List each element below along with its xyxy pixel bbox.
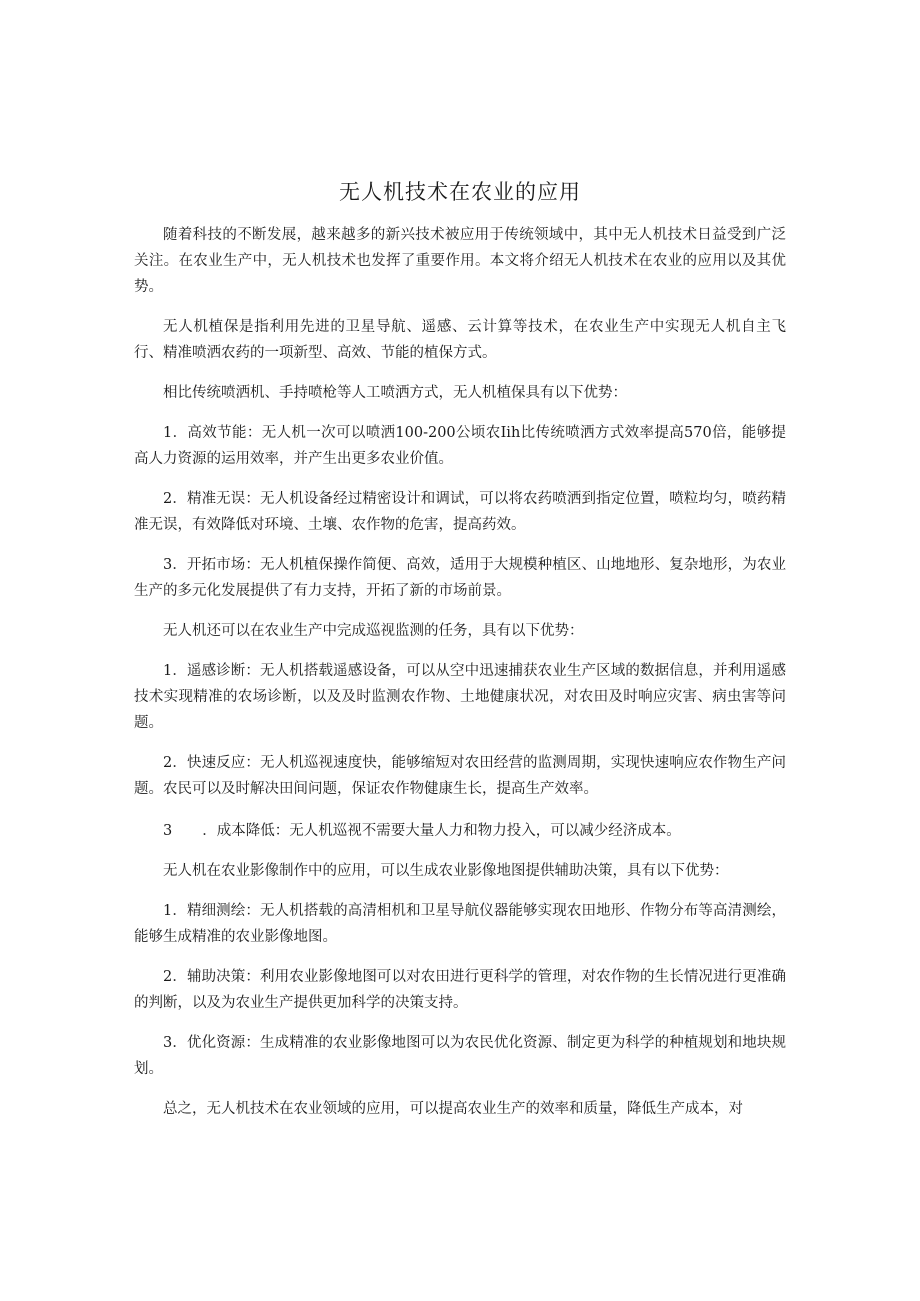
list-item-cost-reduction	[134, 818, 786, 844]
imaging-advantages-intro: 无人机在农业影像制作中的应用，可以生成农业影像地图提供辅助决策，具有以下优势：	[163, 863, 729, 879]
intro-paragraph: 随着科技的不断发展，越来越多的新兴技术被应用于传统领域中，其中无人机技术日益受到广泛关注。在农业生产中，无人机技术也发挥了重要作用。本文将介绍无人机技术在农业的应用以及其优势。	[134, 227, 786, 295]
list-item-decision-support: 2．辅助决策：利用农业影像地图可以对农田进行更科学的管理，对农作物的生长情况进行更准确的判断，以及为农业生产提供更加科学的决策支持。	[134, 969, 786, 1011]
list-item-market: 3．开拓市场：无人机植保操作简便、高效，适用于大规模种植区、山地地形、复杂地形，为农业生产的多元化发展提供了有力支持，开拓了新的市场前景。	[134, 557, 786, 599]
document-page	[134, 176, 786, 1136]
list-number: 3	[163, 823, 173, 839]
list-item-fast-response: 2．快速反应：无人机巡视速度快，能够缩短对农田经营的监测周期，实现快速响应农作物生产问题。农民可以及时解决田间问题，保证农作物健康生长，提高生产效率。	[134, 755, 786, 797]
conclusion-paragraph: 总之，无人机技术在农业领域的应用，可以提高农业生产的效率和质量，降低生产成本，对	[163, 1101, 743, 1117]
list-item-text: ．成本降低：无人机巡视不需要大量人力和物力投入，可以减少经济成本。	[202, 823, 681, 839]
list-item-resource-optimization: 3．优化资源：生成精准的农业影像地图可以为农民优化资源、制定更为科学的种植规划和地块规划。	[134, 1035, 786, 1077]
plant-protection-definition: 无人机植保是指利用先进的卫星导航、遥感、云计算等技术，在农业生产中实现无人机自主飞行、精准喷洒农药的一项新型、高效、节能的植保方式。	[134, 319, 786, 361]
list-item-remote-sensing: 1．遥感诊断：无人机搭载遥感设备，可以从空中迅速捕获农业生产区域的数据信息，并利用遥感技术实现精准的农场诊断，以及及时监测农作物、土地健康状况，对农田及时响应灾害、病虫害等问题。	[134, 663, 786, 731]
plant-protection-advantages-intro: 相比传统喷洒机、手持喷枪等人工喷洒方式，无人机植保具有以下优势：	[163, 385, 627, 401]
monitoring-advantages-intro: 无人机还可以在农业生产中完成巡视监测的任务，具有以下优势：	[163, 623, 584, 639]
list-item-precision: 2．精准无误：无人机设备经过精密设计和调试，可以将农药喷洒到指定位置，喷粒均匀，喷药精准无误，有效降低对环境、土壤、农作物的危害，提高药效。	[134, 491, 786, 533]
list-item-mapping: 1．精细测绘：无人机搭载的高清相机和卫星导航仪器能够实现农田地形、作物分布等高清测绘，能够生成精准的农业影像地图。	[134, 903, 786, 945]
document-title: 无人机技术在农业的应用	[339, 180, 581, 204]
list-item-efficiency: 1．高效节能：无人机一次可以喷洒100-200公顷农Iih比传统喷洒方式效率提高570倍，能够提高人力资源的运用效率，并产生出更多农业价值。	[134, 425, 786, 467]
